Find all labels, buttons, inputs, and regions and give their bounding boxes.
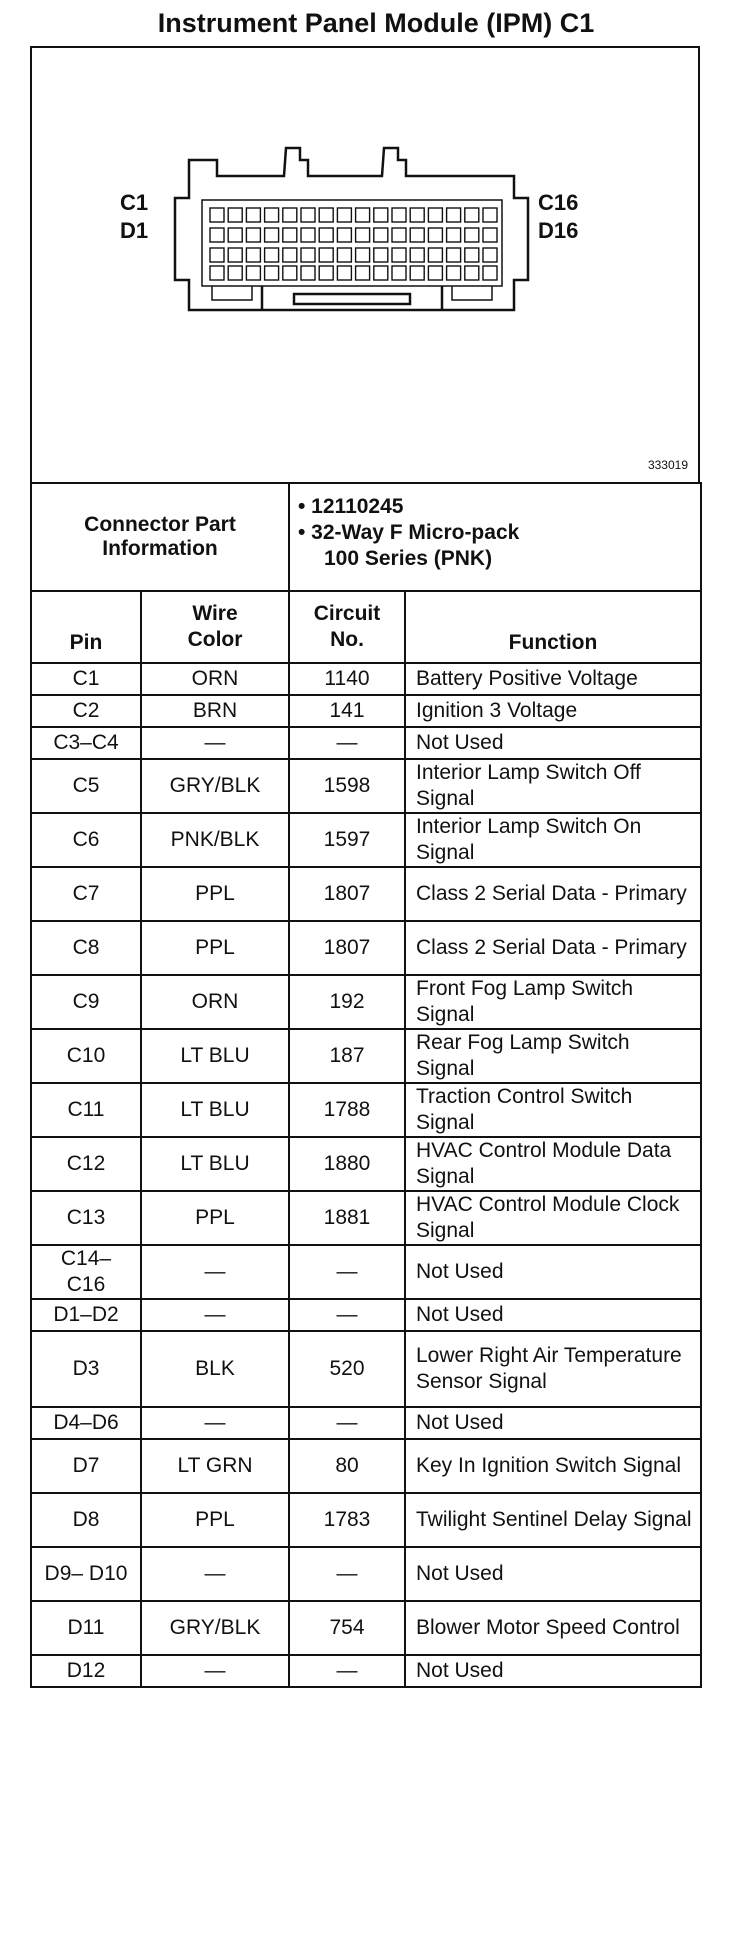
pin-cell: C7 [31,867,141,921]
connector-diagram [32,48,698,482]
function-cell: Not Used [405,1407,701,1439]
table-row [31,1299,701,1331]
cavity [356,228,370,242]
function-cell: Blower Motor Speed Control [405,1601,701,1655]
header-circuit [289,591,405,663]
function-cell: Not Used [405,1245,701,1299]
wire-color-cell: — [141,727,289,759]
info-label-line2: Information [102,537,218,560]
cavity [337,248,351,262]
function-cell: Not Used [405,1299,701,1331]
cavity [319,266,333,280]
table-row [31,813,701,867]
cavity [337,228,351,242]
circuit-cell: 80 [289,1439,405,1493]
cavity [210,208,224,222]
table-row [31,1655,701,1687]
cavity [301,228,315,242]
cavity [356,266,370,280]
cavity [228,248,242,262]
circuit-cell: 1881 [289,1191,405,1245]
cavity [265,266,279,280]
cavity [301,208,315,222]
cavity [228,266,242,280]
pin-cell: C13 [31,1191,141,1245]
cavity [374,228,388,242]
table-row [31,1439,701,1493]
cavity-grid [210,208,497,280]
cavity [392,248,406,262]
pin-cell: C3–C4 [31,727,141,759]
function-cell: HVAC Control Module Data Signal [405,1137,701,1191]
pin-cell: C11 [31,1083,141,1137]
figure-id: 333019 [647,458,688,472]
table-row [31,1493,701,1547]
pin-cell: C2 [31,695,141,727]
wire-color-cell: LT BLU [141,1137,289,1191]
cavity [447,208,461,222]
table-row [31,1137,701,1191]
function-cell: Class 2 Serial Data - Primary [405,867,701,921]
cavity [483,248,497,262]
wire-color-cell: — [141,1245,289,1299]
label-d16: D16 [538,218,579,243]
connector-info-values [289,483,701,591]
cavity [301,248,315,262]
cavity [283,248,297,262]
circuit-cell: 520 [289,1331,405,1407]
pin-cell: D7 [31,1439,141,1493]
cavity [265,228,279,242]
circuit-cell: 1140 [289,663,405,695]
cavity [465,266,479,280]
cavity [428,248,442,262]
cavity [246,228,260,242]
wire-color-cell: PPL [141,1493,289,1547]
circuit-cell: 141 [289,695,405,727]
table-row [31,1245,701,1299]
cavity [392,266,406,280]
function-cell: Key In Ignition Switch Signal [405,1439,701,1493]
wire-color-cell: BRN [141,695,289,727]
table-body [31,663,701,1687]
connector-info-row [31,483,701,591]
pin-cell: D3 [31,1331,141,1407]
header-circuit-1: Circuit [313,602,381,625]
function-cell: Not Used [405,1655,701,1687]
cavity [337,266,351,280]
pin-cell: D9– D10 [31,1547,141,1601]
cavity [319,228,333,242]
wire-color-cell: LT GRN [141,1439,289,1493]
circuit-cell: — [289,1655,405,1687]
cavity [356,208,370,222]
circuit-cell: 187 [289,1029,405,1083]
cavity [210,228,224,242]
table-row [31,727,701,759]
table-row [31,1547,701,1601]
cavity [483,266,497,280]
wire-color-cell: BLK [141,1331,289,1407]
circuit-cell: 1783 [289,1493,405,1547]
table-row [31,759,701,813]
cavity [392,208,406,222]
cavity [374,208,388,222]
table-row [31,867,701,921]
wire-color-cell: LT BLU [141,1083,289,1137]
header-wire-color [141,591,289,663]
circuit-cell: 1788 [289,1083,405,1137]
info-label-line1: Connector Part [84,513,236,536]
connector-description-1: • 32-Way F Micro-pack [298,521,520,544]
wire-color-cell: — [141,1655,289,1687]
cavity [483,208,497,222]
pin-cell: C10 [31,1029,141,1083]
cavity [246,266,260,280]
cavity [356,248,370,262]
cavity [319,248,333,262]
circuit-cell: — [289,1245,405,1299]
table-row [31,1601,701,1655]
pin-cell: C6 [31,813,141,867]
cavity [428,208,442,222]
function-cell: Interior Lamp Switch Off Signal [405,759,701,813]
table-row [31,1331,701,1407]
label-c1: C1 [120,190,149,215]
circuit-cell: 1807 [289,921,405,975]
function-cell: Lower Right Air Temperature Sensor Signal [405,1331,701,1407]
cavity [465,248,479,262]
cavity [265,208,279,222]
cavity [210,248,224,262]
cavity [228,228,242,242]
pin-cell: D1–D2 [31,1299,141,1331]
cavity [283,208,297,222]
cavity [319,208,333,222]
cavity [374,266,388,280]
wire-color-cell: PPL [141,921,289,975]
table-row [31,663,701,695]
header-pin: Pin [31,591,141,663]
connector-figure [30,46,700,484]
cavity [447,266,461,280]
part-number: • 12110245 [298,495,404,518]
circuit-cell: 1597 [289,813,405,867]
pin-cell: C14– C16 [31,1245,141,1299]
cavity [428,266,442,280]
function-cell: Class 2 Serial Data - Primary [405,921,701,975]
wire-color-cell: LT BLU [141,1029,289,1083]
table-row [31,695,701,727]
circuit-cell: — [289,1547,405,1601]
pin-cell: C8 [31,921,141,975]
pin-cell: D4–D6 [31,1407,141,1439]
connector-description-2: 100 Series (PNK) [324,547,493,570]
cavity [246,208,260,222]
pin-cell: D11 [31,1601,141,1655]
header-function: Function [405,591,701,663]
wire-color-cell: — [141,1407,289,1439]
cavity [210,266,224,280]
function-cell: Not Used [405,727,701,759]
function-cell: Twilight Sentinel Delay Signal [405,1493,701,1547]
table-row [31,1191,701,1245]
circuit-cell: 1598 [289,759,405,813]
table-row [31,975,701,1029]
pin-cell: D12 [31,1655,141,1687]
connector-info-label [31,483,289,591]
cavity [447,228,461,242]
header-circuit-2: No. [330,628,364,651]
header-wire-color-2: Color [187,628,243,651]
pin-cell: D8 [31,1493,141,1547]
table-header [31,591,701,663]
cavity [283,266,297,280]
function-cell: Interior Lamp Switch On Signal [405,813,701,867]
cavity [410,248,424,262]
function-cell: Front Fog Lamp Switch Signal [405,975,701,1029]
table-row [31,1083,701,1137]
wire-color-cell: GRY/BLK [141,759,289,813]
pin-cell: C12 [31,1137,141,1191]
wire-color-cell: ORN [141,975,289,1029]
circuit-cell: — [289,727,405,759]
wire-color-cell: PPL [141,867,289,921]
cavity [447,248,461,262]
cavity [337,208,351,222]
cavity [392,228,406,242]
cavity [374,248,388,262]
function-cell: Traction Control Switch Signal [405,1083,701,1137]
cavity [246,248,260,262]
circuit-cell: 192 [289,975,405,1029]
cavity [465,208,479,222]
wire-color-cell: — [141,1547,289,1601]
cavity [465,228,479,242]
cavity [410,266,424,280]
pin-cell: C1 [31,663,141,695]
cavity [410,208,424,222]
page-title: Instrument Panel Module (IPM) C1 [157,8,595,38]
cavity [301,266,315,280]
function-cell: Battery Positive Voltage [405,663,701,695]
table-row [31,921,701,975]
cavity [265,248,279,262]
cavity [428,228,442,242]
circuit-cell: 1880 [289,1137,405,1191]
function-cell: Ignition 3 Voltage [405,695,701,727]
pin-cell: C9 [31,975,141,1029]
function-cell: HVAC Control Module Clock Signal [405,1191,701,1245]
wire-color-cell: ORN [141,663,289,695]
pin-cell: C5 [31,759,141,813]
circuit-cell: 754 [289,1601,405,1655]
wire-color-cell: PPL [141,1191,289,1245]
wire-color-cell: — [141,1299,289,1331]
cavity [483,228,497,242]
wire-color-cell: PNK/BLK [141,813,289,867]
wire-color-cell: GRY/BLK [141,1601,289,1655]
label-d1: D1 [120,218,149,243]
label-c16: C16 [538,190,579,215]
circuit-cell: — [289,1299,405,1331]
function-cell: Not Used [405,1547,701,1601]
cavity [283,228,297,242]
cavity [228,208,242,222]
circuit-cell: — [289,1407,405,1439]
circuit-cell: 1807 [289,867,405,921]
cavity [410,228,424,242]
pinout-table [30,482,702,1688]
table-row [31,1029,701,1083]
function-cell: Rear Fog Lamp Switch Signal [405,1029,701,1083]
header-wire-color-1: Wire [192,602,238,625]
table-row [31,1407,701,1439]
